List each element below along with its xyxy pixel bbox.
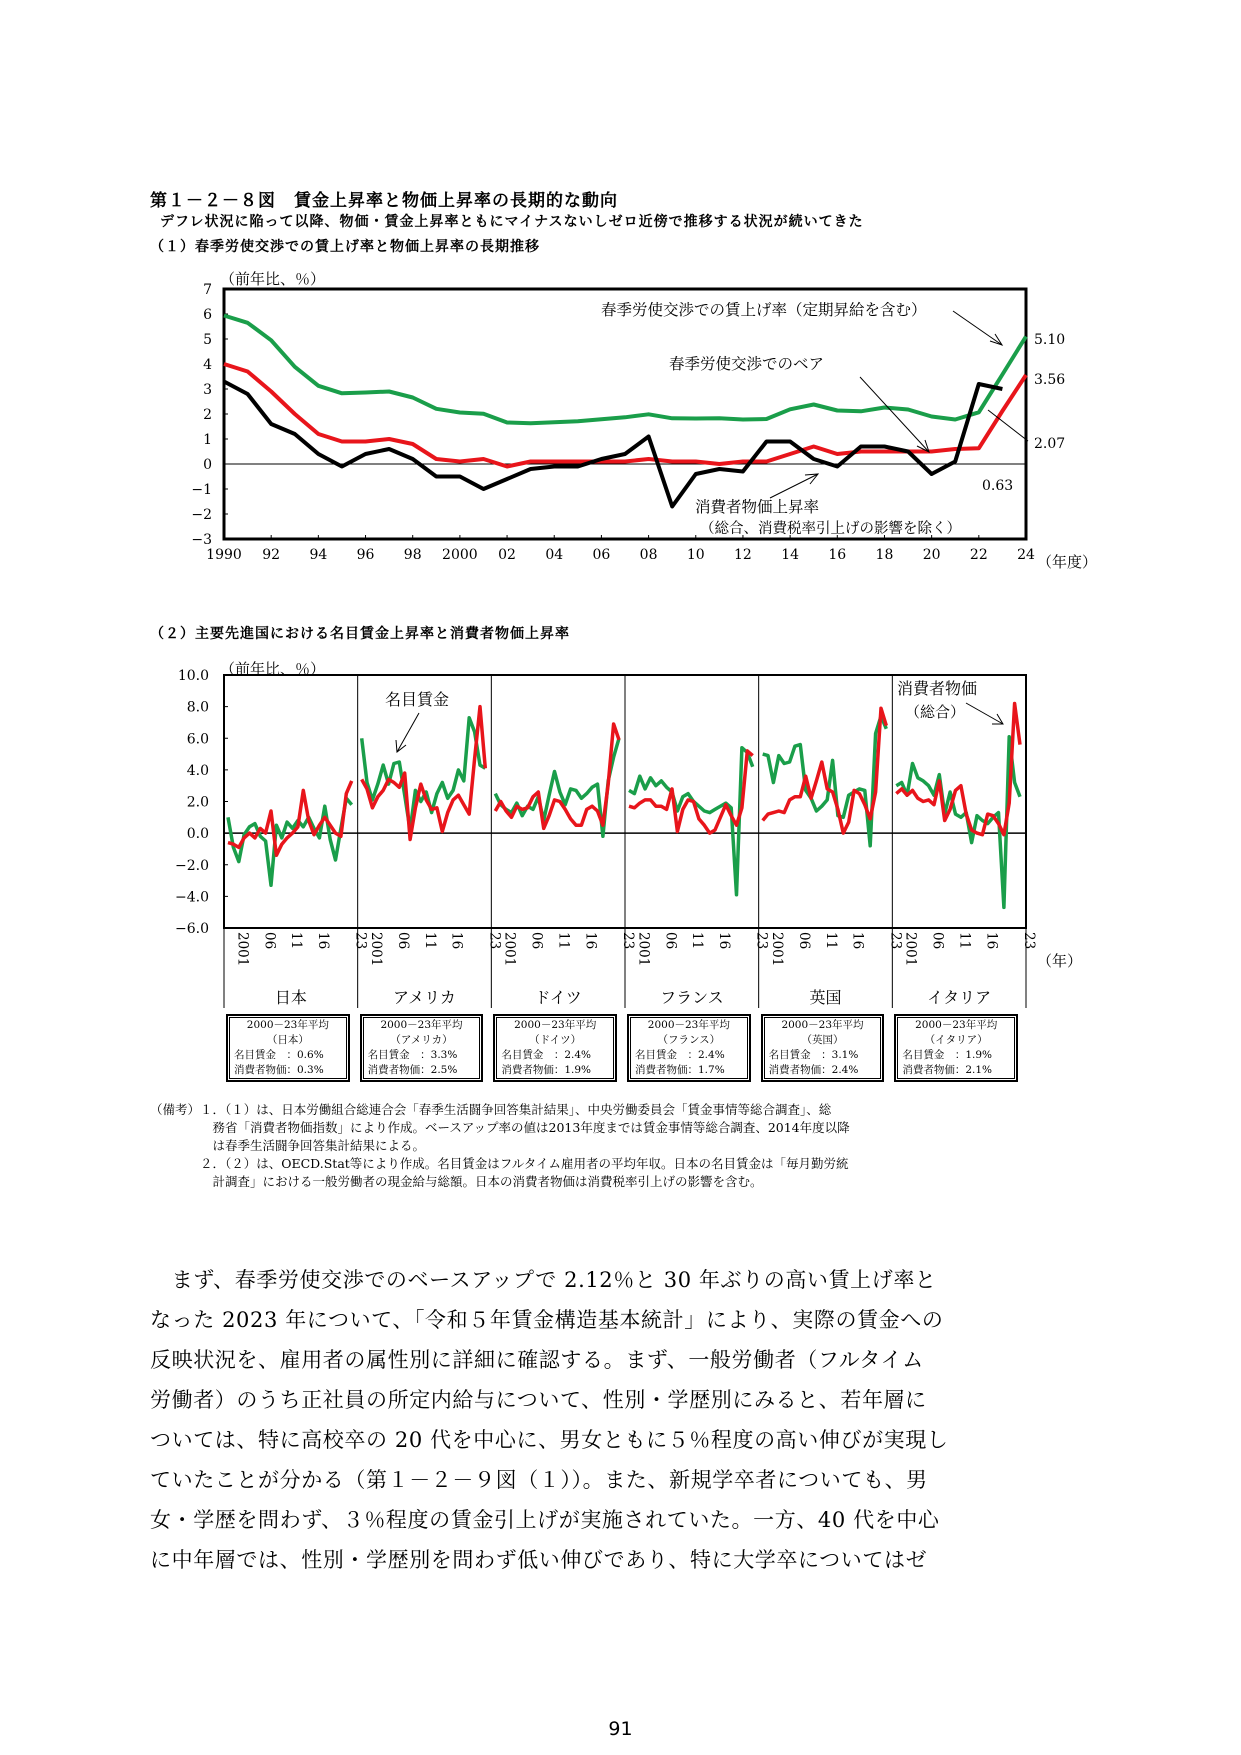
summary-line: 名目賃金 ：2.4% xyxy=(635,1049,725,1061)
panel2-y-tick-label: 8.0 xyxy=(186,699,209,716)
panel1-x-tick-label: 06 xyxy=(592,547,611,563)
panel1-y-tick-label: −3 xyxy=(191,532,212,548)
summary-line: 消費者物価：1.9% xyxy=(501,1064,592,1076)
panel2-x-tick-label: 2001 xyxy=(234,932,251,967)
figure-title: 第１－２－８図 賃金上昇率と物価上昇率の長期的な動向 xyxy=(150,191,618,211)
panel2-x-tick-label: 2001 xyxy=(902,932,919,967)
country-summary-box xyxy=(627,1014,751,1082)
panel2-unit-label: （前年比、％） xyxy=(220,660,326,678)
summary-line: 名目賃金 ：0.6% xyxy=(234,1049,324,1061)
annotation-cpi-label: 消費者物価 xyxy=(897,679,978,698)
panel1-y-tick-label: 5 xyxy=(203,332,212,348)
summary-line: 2000－23年平均 xyxy=(246,1019,329,1031)
panel2-wage-line-6 xyxy=(896,737,1020,908)
panel1-x-tick-label: 96 xyxy=(356,547,375,563)
panel1-x-tick-label: 02 xyxy=(498,547,516,563)
country-summary-box xyxy=(761,1014,885,1082)
panel2-y-tick-label: 6.0 xyxy=(186,731,209,748)
summary-line: 2000－23年平均 xyxy=(781,1019,864,1031)
panel2-x-tick-label: 06 xyxy=(795,932,812,950)
panel2-x-tick-label: 16 xyxy=(315,932,332,950)
panel1-xunit-label: （年度） xyxy=(1037,553,1098,571)
body-paragraph xyxy=(150,1260,1100,1580)
annotation-cpi-note: （総合、消費税率引上げの影響を除く） xyxy=(700,521,961,537)
country-name: イタリア xyxy=(927,988,992,1007)
summary-line: 2000－23年平均 xyxy=(915,1019,998,1031)
panel2-x-tick-label: 06 xyxy=(528,932,545,950)
annotation-base-up: 春季労使交渉でのベア xyxy=(669,355,825,373)
panel1-y-tick-label: −2 xyxy=(191,507,212,523)
panel2-x-tick-label: 11 xyxy=(288,932,305,950)
body-line: 労働者）のうち正社員の所定内給与について、性別・学歴別にみると、若年層に xyxy=(150,1388,927,1412)
panel2-y-tick-label: 10.0 xyxy=(177,668,209,684)
panel2-y-tick-label: −4.0 xyxy=(175,889,209,906)
summary-line: 名目賃金 ：2.4% xyxy=(501,1049,592,1061)
panel2-cpi-line-5 xyxy=(763,708,887,833)
panel2-x-tick-label: 2001 xyxy=(635,932,652,967)
panel1-x-tick-label: 24 xyxy=(1017,547,1035,563)
summary-line: 消費者物価：2.5% xyxy=(367,1064,458,1076)
panel2-x-tick-label: 16 xyxy=(448,932,465,950)
panel2-x-tick-label: 06 xyxy=(662,932,679,950)
summary-line: （日本） xyxy=(266,1034,309,1046)
summary-line: 2000－23年平均 xyxy=(514,1019,597,1031)
end-label-cpi-low: 0.63 xyxy=(982,478,1014,494)
panel1-x-tick-label: 10 xyxy=(686,547,705,563)
panel1-y-tick-label: 3 xyxy=(203,382,212,398)
panel2-x-tick-label: 23 xyxy=(753,932,770,950)
body-line: 反映状況を、雇用者の属性別に詳細に確認する。まず、一般労働者（フルタイム xyxy=(150,1348,924,1372)
annotation-wage-rate: 春季労使交渉での賃上げ率（定期昇給を含む） xyxy=(601,301,927,319)
panel1-x-tick-label: 1990 xyxy=(206,547,242,563)
panel2-cpi-line-4 xyxy=(629,751,753,833)
panel2-x-tick-label: 2001 xyxy=(501,932,518,967)
note-line: （備考）１．（１）は、日本労働組合総連合会「春季生活闘争回答集計結果」、中央労働委員会「賃金事情等総合調査」、総 xyxy=(150,1102,832,1117)
panel1-y-tick-label: −1 xyxy=(191,482,212,498)
country-summary-box xyxy=(360,1014,484,1082)
summary-line: 消費者物価：2.4% xyxy=(768,1064,859,1076)
country-summary-box xyxy=(894,1014,1018,1082)
country-name: 英国 xyxy=(809,988,842,1007)
panel1-y-tick-label: 0 xyxy=(203,457,212,473)
panel2-x-tick-label: 11 xyxy=(689,932,706,950)
panel1-x-tick-label: 94 xyxy=(309,547,328,563)
summary-line: （英国） xyxy=(801,1034,844,1046)
panel2-x-tick-label: 06 xyxy=(261,932,278,950)
panel1-y-tick-label: 6 xyxy=(203,307,212,323)
panel1-y-tick-label: 1 xyxy=(203,432,212,448)
panel1-x-tick-label: 2000 xyxy=(442,547,478,563)
panel2-x-tick-label: 23 xyxy=(486,932,503,950)
panel2-x-tick-label: 11 xyxy=(555,932,572,950)
panel1-unit-label: （前年比、％） xyxy=(220,270,326,288)
panel2-y-tick-label: 4.0 xyxy=(186,762,209,779)
panel2-y-tick-label: 2.0 xyxy=(186,794,209,811)
country-name: アメリカ xyxy=(393,988,456,1007)
panel2-wage-line-1 xyxy=(228,798,352,885)
panel1-y-tick-label: 7 xyxy=(203,282,212,298)
note-line: ２．（２）は、OECD.Stat等により作成。名目賃金はフルタイム雇用者の平均年収。日本の名目賃金は「毎月勤労統 xyxy=(150,1156,849,1171)
country-name: 日本 xyxy=(274,988,307,1007)
summary-line: 消費者物価：2.1% xyxy=(902,1064,993,1076)
summary-line: 消費者物価：0.3% xyxy=(234,1064,324,1076)
summary-line: 消費者物価：1.7% xyxy=(635,1064,725,1076)
panel2-title: （２）主要先進国における名目賃金上昇率と消費者物価上昇率 xyxy=(150,626,570,642)
summary-line: （ドイツ） xyxy=(529,1034,582,1046)
panel2-y-tick-label: −2.0 xyxy=(175,857,209,874)
panel2-x-tick-label: 16 xyxy=(716,932,733,950)
panel2-x-tick-label: 23 xyxy=(620,932,636,950)
panel1-x-tick-label: 98 xyxy=(403,547,422,563)
panel2-x-tick-label: 11 xyxy=(822,932,839,950)
panel2-x-tick-label: 16 xyxy=(849,932,866,950)
panel1-x-tick-label: 18 xyxy=(875,547,894,563)
page-number: 91 xyxy=(608,1718,633,1740)
notes xyxy=(150,1101,850,1191)
summary-line: （イタリア） xyxy=(924,1034,988,1046)
panel1-y-tick-label: 2 xyxy=(203,407,212,423)
panel2-y-tick-label: −6.0 xyxy=(175,921,209,937)
note-line: は春季生活闘争回答集計結果による。 xyxy=(150,1138,426,1153)
panel1-x-tick-label: 04 xyxy=(545,547,564,563)
body-line: まず、春季労使交渉でのベースアップで 2.12％と 30 年ぶりの高い賃上げ率と xyxy=(150,1268,937,1292)
annotation-cpi: 消費者物価上昇率 xyxy=(695,498,820,516)
country-name: フランス xyxy=(660,988,724,1007)
panel2-x-tick-label: 23 xyxy=(1021,932,1037,950)
note-line: 務省「消費者物価指数」により作成。ベースアップ率の値は2013年度までは賃金事情等総合調査、2014年度以降 xyxy=(150,1120,850,1135)
panel2-x-tick-label: 06 xyxy=(394,932,411,950)
panel1-x-tick-label: 08 xyxy=(639,547,658,563)
panel1-x-tick-label: 92 xyxy=(262,547,281,563)
panel1-y-tick-label: 4 xyxy=(203,357,212,373)
body-line: ていたことが分かる（第１－２－９図（１））。また、新規学卒者についても、男 xyxy=(150,1468,928,1492)
country-summary-box xyxy=(226,1014,350,1082)
end-label-cpi: 2.07 xyxy=(1034,436,1066,452)
panel2-y-tick-label: 0.0 xyxy=(186,826,209,843)
summary-line: 名目賃金 ：3.1% xyxy=(768,1049,859,1061)
panel1-title: （１）春季労使交渉での賃上げ率と物価上昇率の長期推移 xyxy=(150,239,540,255)
annotation-nominal-wage: 名目賃金 xyxy=(385,690,450,709)
panel2-x-tick-label: 16 xyxy=(983,932,1000,950)
summary-line: 名目賃金 ：1.9% xyxy=(902,1049,993,1061)
panel2-x-tick-label: 16 xyxy=(582,932,599,950)
panel1-x-tick-label: 16 xyxy=(828,547,847,563)
panel2-x-tick-label: 11 xyxy=(956,932,973,950)
body-line: 女・学歴を問わず、３％程度の賃金引上げが実施されていた。一方、40 代を中心 xyxy=(150,1508,940,1532)
summary-line: 2000－23年平均 xyxy=(647,1019,730,1031)
panel2-xunit-label: （年） xyxy=(1037,952,1083,970)
body-line: に中年層では、性別・学歴別を問わず低い伸びであり、特に大学卒についてはゼ xyxy=(150,1548,928,1572)
panel1-x-tick-label: 20 xyxy=(922,547,941,563)
summary-line: （フランス） xyxy=(657,1034,721,1046)
panel2-x-tick-label: 2001 xyxy=(368,932,385,967)
body-line: ついては、特に高校卒の 20 代を中心に、男女ともに５％程度の高い伸びが実現し xyxy=(150,1428,949,1452)
country-name: ドイツ xyxy=(534,988,582,1007)
panel2-x-tick-label: 23 xyxy=(887,932,904,950)
figure-subtitle: デフレ状況に陥って以降、物価・賃金上昇率ともにマイナスないしゼロ近傍で推移する状況が続いてきた xyxy=(160,214,864,230)
summary-line: 2000－23年平均 xyxy=(380,1019,463,1031)
panel2-x-tick-label: 11 xyxy=(421,932,438,950)
end-label-wage: 5.10 xyxy=(1034,332,1066,348)
panel1-x-tick-label: 14 xyxy=(781,547,800,563)
country-summary-box xyxy=(493,1014,617,1082)
summary-line: （アメリカ） xyxy=(390,1034,453,1046)
panel2-x-tick-label: 06 xyxy=(929,932,946,950)
body-line: なった 2023 年について、「令和５年賃金構造基本統計」により、実際の賃金への xyxy=(150,1308,944,1332)
end-label-base-up: 3.56 xyxy=(1034,372,1066,388)
annotation-cpi-sub: （総合） xyxy=(905,703,966,721)
panel1-x-tick-label: 22 xyxy=(969,547,988,563)
note-line: 計調査」における一般労働者の現金給与総額。日本の消費者物価は消費税率引上げの影響を含む。 xyxy=(150,1174,763,1189)
panel1-x-tick-label: 12 xyxy=(734,547,752,563)
panel2-x-tick-label: 23 xyxy=(352,932,369,950)
panel2-x-tick-label: 2001 xyxy=(769,932,786,967)
summary-line: 名目賃金 ：3.3% xyxy=(367,1049,458,1061)
